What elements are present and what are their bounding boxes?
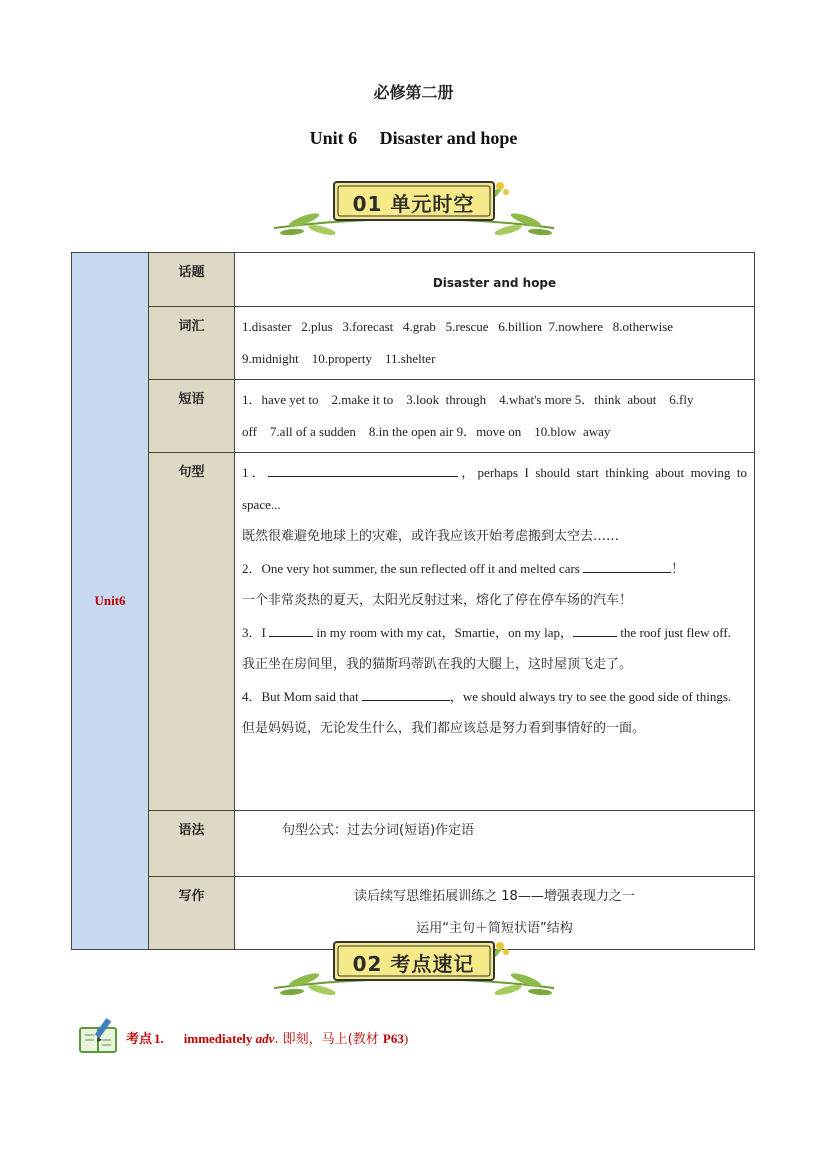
pattern-1 — [242, 457, 747, 521]
answer-blank — [573, 622, 617, 637]
answer-blank — [269, 622, 313, 637]
banner-label: 01 单元时空 — [352, 192, 475, 216]
section-banner-1 — [0, 176, 827, 242]
key-point-meaning: . 即刻，马上(教材 — [274, 1032, 383, 1047]
key-point-pos: adv — [255, 1031, 275, 1046]
vocab-line-2: 9.midnight 10.property 11.shelter — [242, 351, 436, 366]
pattern-4-end: ，we should always try to see the good side of things. — [449, 689, 732, 704]
patterns-cell — [235, 453, 755, 811]
category-vocab: 词汇 — [149, 307, 235, 380]
pattern-4 — [242, 681, 747, 713]
category-topic: 话题 — [149, 253, 235, 307]
writing-line-2: 运用“主句＋简短状语”结构 — [416, 921, 573, 936]
vocab-cell — [235, 307, 755, 380]
phrases-line-2: off 7.all of a sudden 8.in the open air 9．move on 10.blow away — [242, 424, 611, 439]
phrases-cell — [235, 380, 755, 453]
key-point-number: 1. — [154, 1031, 164, 1046]
grammar-cell — [235, 811, 755, 877]
pattern-3 — [242, 617, 747, 649]
writing-line-1: 读后续写思维拓展训练之 18——增强表现力之一 — [354, 889, 635, 904]
key-point-1 — [78, 1018, 778, 1058]
pattern-2-end: ！ — [671, 561, 685, 576]
key-point-word: immediately — [183, 1031, 253, 1046]
category-phrases: 短语 — [149, 380, 235, 453]
key-point-page: P63 — [382, 1031, 404, 1046]
key-point-prefix: 考点 — [126, 1032, 153, 1047]
banner-label: 02 考点速记 — [352, 952, 475, 976]
phrases-line-1: 1．have yet to 2.make it to 3.look through 4.what's more 5．think about 6.fly — [242, 392, 694, 407]
unit-table — [71, 252, 755, 950]
topic-text: Disaster and hope — [432, 276, 557, 290]
grammar-text: 句型公式：过去分词(短语)作定语 — [282, 823, 475, 838]
key-point-close: ) — [403, 1031, 409, 1046]
answer-blank — [362, 686, 450, 701]
topic-cell — [235, 253, 755, 307]
pattern-1-translation: 既然很难避免地球上的灾难，或许我应该开始考虑搬到太空去…… — [242, 529, 620, 544]
pattern-1-end: ，perhaps I should start thinking about moving to space... — [242, 465, 747, 512]
pattern-3-end: the roof just flew off. — [617, 625, 731, 640]
key-point-text — [126, 1028, 408, 1047]
book-title: 必修第二册 — [373, 83, 454, 102]
pattern-4-start: 4．But Mom said that — [242, 689, 362, 704]
unit-label: Unit6 — [72, 253, 149, 950]
pattern-3-translation: 我正坐在房间里，我的猫斯玛蒂趴在我的大腿上，这时屋顶飞走了。 — [242, 657, 633, 672]
answer-blank — [268, 462, 458, 477]
pattern-2-translation: 一个非常炎热的夏天，太阳光反射过来，熔化了停在停车场的汽车！ — [242, 593, 633, 608]
pattern-3-middle: in my room with my cat，Smartie，on my lap， — [313, 625, 574, 640]
answer-blank — [583, 558, 671, 573]
unit-title: Unit 6 Disaster and hope — [309, 128, 518, 148]
category-patterns: 句型 — [149, 453, 235, 811]
category-writing: 写作 — [149, 877, 235, 950]
pattern-2 — [242, 553, 747, 585]
pattern-4-translation: 但是妈妈说，无论发生什么，我们都应该总是努力看到事情好的一面。 — [242, 721, 646, 736]
book-pencil-icon — [78, 1018, 122, 1054]
pattern-1-start: 1． — [242, 465, 269, 480]
pattern-3-start: 3．I — [242, 625, 270, 640]
vocab-line-1: 1.disaster 2.plus 3.forecast 4.grab 5.rescue 6.billion 7.nowhere 8.otherwise — [242, 319, 674, 334]
category-grammar: 语法 — [149, 811, 235, 877]
pattern-2-start: 2．One very hot summer, the sun reflected off it and melted cars — [242, 561, 584, 576]
section-banner-2 — [0, 936, 827, 1002]
